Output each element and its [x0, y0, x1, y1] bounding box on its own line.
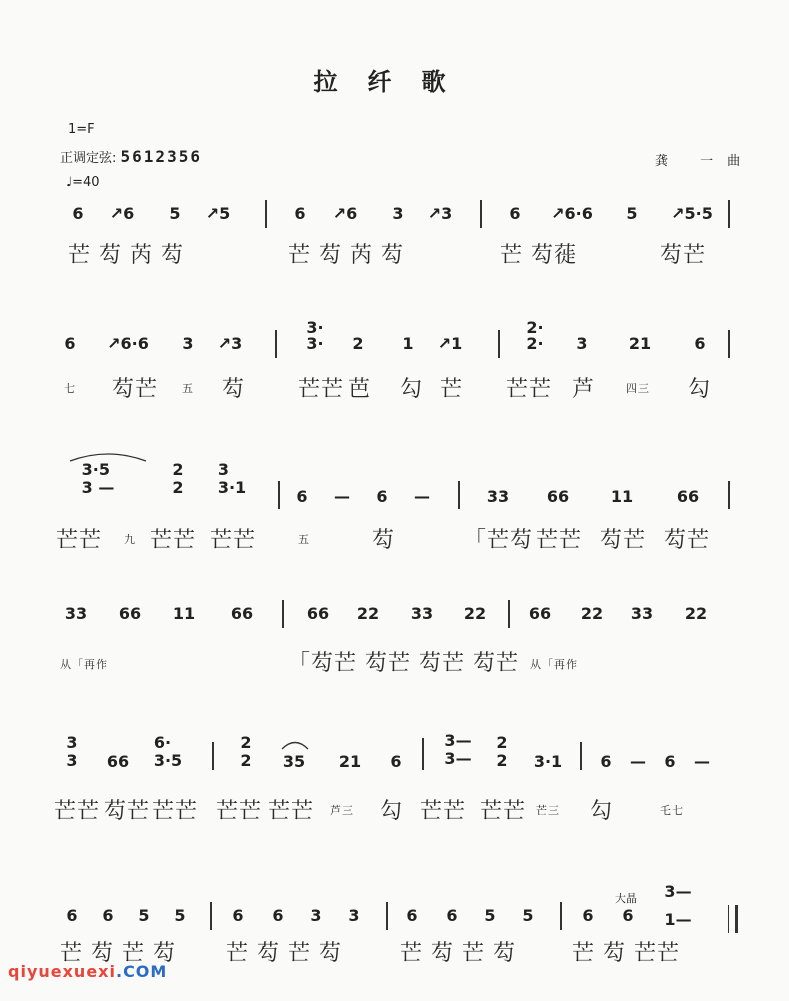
- bar-line: [458, 481, 460, 509]
- note: 22: [580, 604, 604, 623]
- note: ↗6: [332, 204, 358, 223]
- tablature-line: [60, 238, 730, 274]
- tab-group: 芒芒: [54, 799, 101, 824]
- tab-group: 芒 芶 芒 芶: [226, 941, 342, 966]
- note: 6: [296, 487, 308, 506]
- tab-group: 芭: [348, 377, 372, 402]
- note: —: [630, 752, 646, 771]
- note: 6: [232, 906, 244, 925]
- tab-group: 芶芒: [664, 528, 711, 553]
- note: 6: [64, 334, 76, 353]
- tab-group: 芶芒: [112, 377, 159, 402]
- tab-group: 芒芒: [506, 377, 553, 402]
- bar-line: [728, 200, 730, 228]
- tab-group: 芦: [572, 377, 596, 402]
- note: 1: [402, 334, 414, 353]
- note: ↗6·6: [107, 334, 149, 353]
- tuning-label: 正调定弦:: [60, 151, 117, 166]
- tab-group: 芒芒: [216, 799, 263, 824]
- tab-annotation: 从「再作: [60, 658, 108, 671]
- tab-group: 芒芒: [480, 799, 527, 824]
- tempo-marking: ♩=40: [66, 175, 100, 190]
- note: 21: [628, 334, 652, 353]
- note: 66: [106, 752, 130, 771]
- note: ↗6: [109, 204, 135, 223]
- bar-line: [580, 742, 582, 770]
- tablature-line: [60, 642, 730, 678]
- bar-line: [560, 902, 562, 930]
- slur-icon: [280, 738, 310, 750]
- jianpu-line: [60, 455, 730, 506]
- watermark-text: qiyuexuexi: [8, 962, 116, 981]
- note: 5: [626, 204, 638, 223]
- note: 22: [684, 604, 708, 623]
- bar-line: [282, 600, 284, 628]
- tab-group: 芶芒: [600, 528, 647, 553]
- tablature-line: [54, 794, 730, 830]
- tab-group: 芒 芶 芒芒: [572, 941, 680, 966]
- note: 3·1: [533, 752, 563, 771]
- note: —: [694, 752, 710, 771]
- tab-group: 勾: [688, 377, 712, 402]
- note: 6: [600, 752, 612, 771]
- note: 66: [118, 604, 142, 623]
- bar-line: [210, 902, 212, 930]
- note: 3: [182, 334, 194, 353]
- note: —: [414, 487, 430, 506]
- tab-group: 芶: [372, 528, 396, 553]
- note: 66: [230, 604, 254, 623]
- note-chord: 3 3·1: [217, 460, 247, 497]
- bar-line: [386, 902, 388, 930]
- tab-group: 勾: [590, 799, 614, 824]
- note-chord: 2 2: [496, 733, 508, 770]
- bar-line: [265, 200, 267, 228]
- tab-group: 芒芒: [210, 528, 257, 553]
- tab-group: 乇七: [660, 804, 684, 817]
- note: ↗3: [427, 204, 453, 223]
- bar-line: [508, 600, 510, 628]
- bar-line: [728, 330, 730, 358]
- tab-group: 五: [182, 382, 194, 395]
- tab-group: 芒三: [536, 804, 560, 817]
- note: 22: [463, 604, 487, 623]
- note: 3: [348, 906, 360, 925]
- note-chord: 3 3: [66, 733, 78, 770]
- tab-group: 九: [124, 533, 136, 546]
- note: 33: [486, 487, 510, 506]
- note: 5: [138, 906, 150, 925]
- note-chord: 3· 3·: [306, 318, 324, 353]
- note: 3: [310, 906, 322, 925]
- composer-credit: 龚 一曲: [655, 154, 755, 169]
- tab-group: 七: [64, 382, 76, 395]
- note: 5: [174, 906, 186, 925]
- marker-label: 大晶: [615, 892, 637, 905]
- bar-line: [212, 742, 214, 770]
- tab-group: 芒芒: [268, 799, 315, 824]
- note-chord: 3— 1—: [664, 882, 692, 929]
- note: 5: [522, 906, 534, 925]
- note: 66: [546, 487, 570, 506]
- tab-group: 芶芒: [660, 243, 707, 268]
- tab-group: 四三: [626, 382, 650, 395]
- tablature-line: [60, 372, 730, 408]
- bar-line: [498, 330, 500, 358]
- note: 6: [376, 487, 388, 506]
- note: ↗1: [437, 334, 463, 353]
- tab-group: 芒芒: [56, 528, 103, 553]
- note: 6: [664, 752, 676, 771]
- tab-annotation: 从「再作: [530, 658, 578, 671]
- note: 11: [610, 487, 634, 506]
- tab-group: 芶芒: [104, 799, 151, 824]
- note: 11: [172, 604, 196, 623]
- tab-group: 芦三: [330, 804, 354, 817]
- note-chord: 6· 3·5: [153, 733, 183, 770]
- tablature-line: [56, 523, 730, 559]
- note: ↗3: [217, 334, 243, 353]
- note: 66: [306, 604, 330, 623]
- bar-line: [480, 200, 482, 228]
- note: 6: [102, 906, 114, 925]
- note-chord: 2 2: [172, 460, 184, 497]
- note-chord: 3·5 3 —: [81, 460, 115, 497]
- jianpu-line: [60, 198, 730, 242]
- tab-group: 芒 芶蓰: [500, 243, 577, 268]
- tab-group: 五: [298, 533, 310, 546]
- note: ↗5·5: [671, 204, 713, 223]
- bar-line: [422, 738, 424, 770]
- note: 33: [64, 604, 88, 623]
- tab-group: 芒 芶 芮 芶: [68, 243, 184, 268]
- bar-line: [275, 330, 277, 358]
- note: 6: [272, 906, 284, 925]
- note: 3: [392, 204, 404, 223]
- tab-group: 芒芒: [150, 528, 197, 553]
- note: 6: [390, 752, 402, 771]
- note: 3: [576, 334, 588, 353]
- tab-group: 芒 芶 芒 芶: [60, 941, 176, 966]
- watermark-domain: .COM: [115, 962, 168, 981]
- note: 6: [72, 204, 84, 223]
- note: 6: [446, 906, 458, 925]
- note: ↗5: [205, 204, 231, 223]
- note: 5: [484, 906, 496, 925]
- key-signature: 1=F: [68, 122, 95, 137]
- note: 6: [582, 906, 594, 925]
- note: 2: [352, 334, 364, 353]
- note: 33: [630, 604, 654, 623]
- jianpu-line: [60, 598, 730, 642]
- note-chord: 2 2: [240, 733, 252, 770]
- tab-group: 「芶芒 芶芒 芶芒 芶芒: [288, 651, 519, 676]
- tab-group: 勾: [380, 799, 404, 824]
- note: 6: [694, 334, 706, 353]
- bar-line: [278, 481, 280, 509]
- tab-group: 芒芒: [536, 528, 583, 553]
- tuning-notes: 5612356: [120, 147, 202, 166]
- note-chord: 2· 2·: [526, 318, 544, 353]
- jianpu-line: [60, 876, 730, 929]
- note: 66: [528, 604, 552, 623]
- jianpu-line: [60, 732, 730, 776]
- note: 66: [676, 487, 700, 506]
- tab-group: 芒芒: [152, 799, 199, 824]
- tab-group: 芒芒: [298, 377, 345, 402]
- tab-group: 勾: [400, 377, 424, 402]
- tab-group: 芒: [440, 377, 464, 402]
- note: —: [334, 487, 350, 506]
- note: 6: [622, 906, 634, 925]
- tab-group: 芶: [222, 377, 246, 402]
- note: 6: [406, 906, 418, 925]
- note: 22: [356, 604, 380, 623]
- note: 6: [294, 204, 306, 223]
- note: 5: [169, 204, 181, 223]
- note: 6: [509, 204, 521, 223]
- final-bar-line: [728, 905, 738, 933]
- note: 6: [66, 906, 78, 925]
- note-chord: 3— 3—: [444, 731, 472, 768]
- tab-group: 「芒芶: [464, 528, 534, 553]
- watermark: [8, 962, 167, 981]
- tab-group: 芒芒: [420, 799, 467, 824]
- bar-line: [728, 481, 730, 509]
- tab-group: 芒 芶 芒 芶: [400, 941, 516, 966]
- tuning-info: [60, 147, 202, 166]
- score-title: 拉纤歌: [313, 67, 476, 96]
- tab-group: 芒 芶 芮 芶: [288, 243, 404, 268]
- jianpu-line: [60, 318, 730, 362]
- note: 21: [338, 752, 362, 771]
- note: 35: [282, 752, 306, 771]
- note: 33: [410, 604, 434, 623]
- note: ↗6·6: [551, 204, 593, 223]
